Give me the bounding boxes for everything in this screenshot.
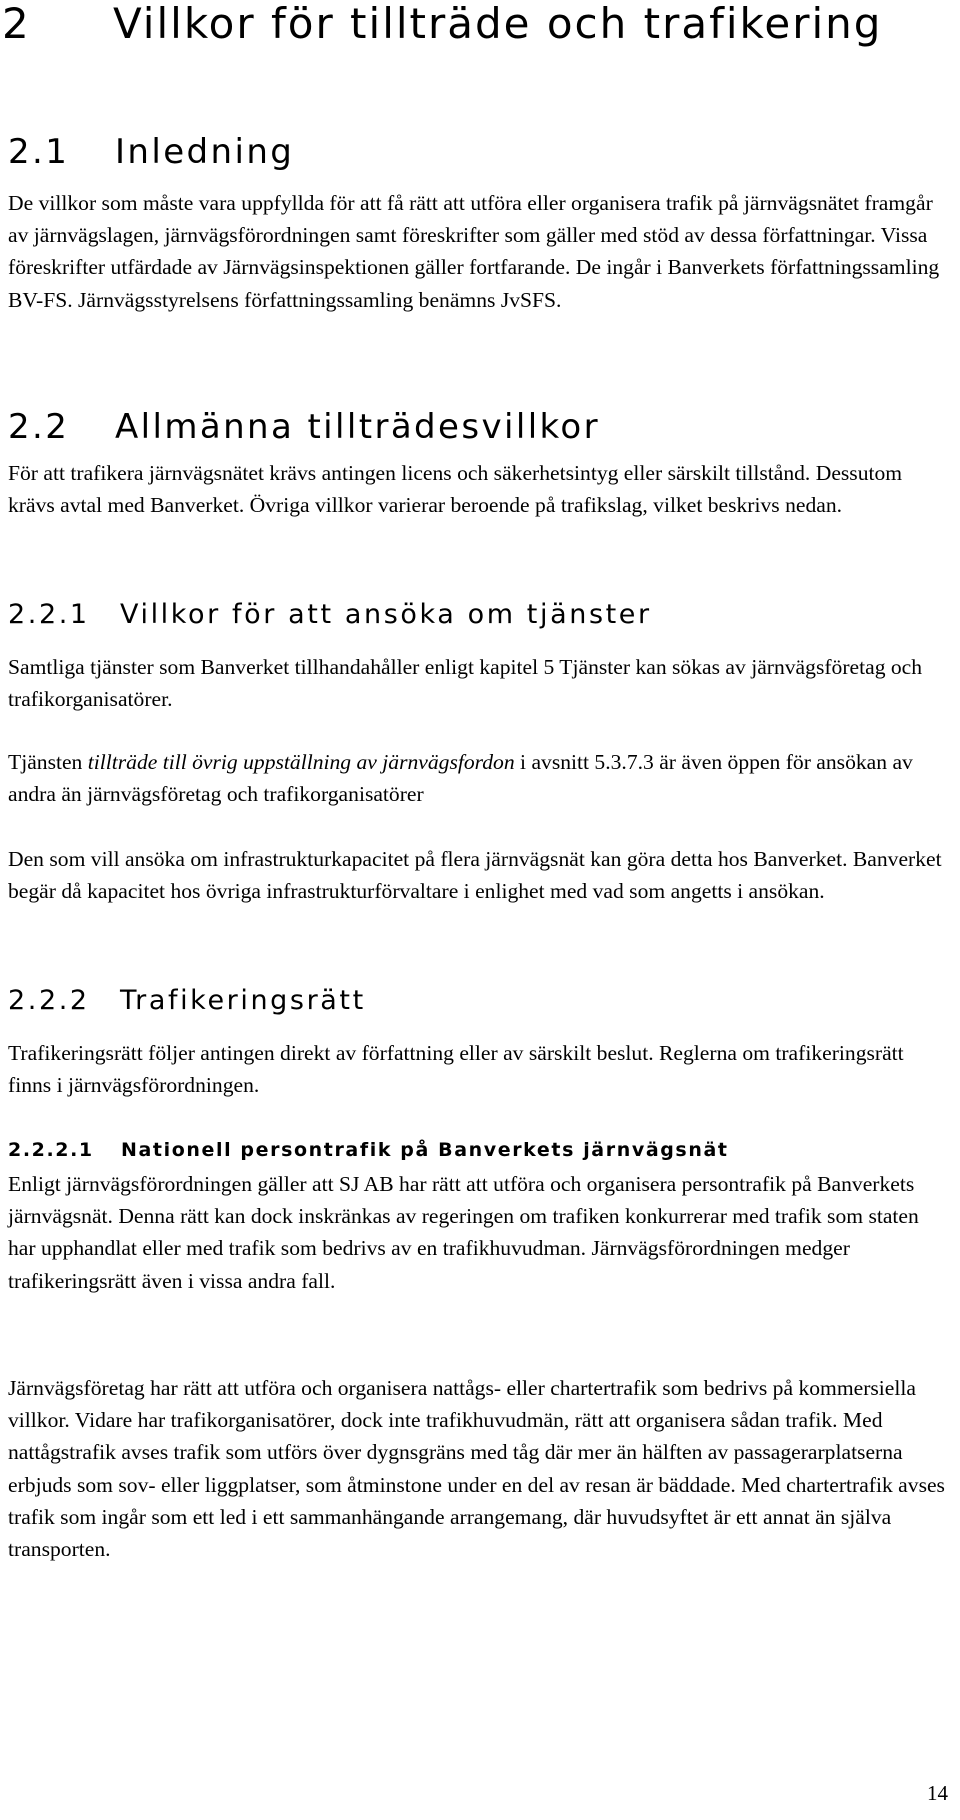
page-number: 14 xyxy=(927,1781,948,1805)
section-heading-2-2-1 xyxy=(8,598,652,632)
section-title: Allmänna tillträdesvillkor xyxy=(115,407,600,447)
paragraph-trafikeringsratt: Trafikeringsrätt följer antingen direkt av författning eller av särskilt beslut. Reglerna om trafikeringsrätt finns i järnvägsförordningen. xyxy=(8,1041,904,1098)
section-heading-2-1 xyxy=(8,132,294,172)
section-title: Trafikeringsrätt xyxy=(120,985,366,1016)
chapter-title: Villkor för tillträde och trafikering xyxy=(113,0,883,48)
section-number: 2.2 xyxy=(8,407,70,447)
paragraph-persontrafik-1: Enligt järnvägsförordningen gäller att SJ AB har rätt att utföra och organisera persontrafik på Banverkets järnvägsnät. Denna rätt kan dock inskränkas av regeringen om trafiken konkurrerar med trafik som staten har upphandlat eller med trafik som bedrivs av en trafikhuvudman. Järnvägsförordningen medger trafikeringsrätt även i vissa andra fall. xyxy=(8,1172,919,1293)
section-title: Inledning xyxy=(115,132,295,172)
paragraph-tjanster-2 xyxy=(8,746,948,810)
section-number: 2.2.1 xyxy=(8,599,90,630)
paragraph-allmanna: För att trafikera järnvägsnätet krävs antingen licens och säkerhetsintyg eller särskilt tillstånd. Dessutom krävs avtal med Banverket. Övriga villkor varierar beroende på trafikslag, vilket beskrivs nedan. xyxy=(8,461,903,518)
paragraph-text: i avsnitt 5.3.7.3 är även öppen för ansökan av andra än järnvägsföretag och trafikorganisatörer xyxy=(8,750,913,807)
paragraph-inledning: De villkor som måste vara uppfyllda för att få rätt att utföra eller organisera trafik på järnvägsnätet framgår av järnvägslagen, järnvägsförordningen samt föreskrifter som gäller med stöd av dessa författningar. Vissa föreskrifter utfärdade av Järnvägsinspektionen gäller fortfarande. De ingår i Banverkets författningssamling BV-FS. Järnvägsstyrelsens författningssamling benämns JvSFS. xyxy=(8,191,940,312)
section-number: 2.2.2 xyxy=(8,985,90,1016)
section-heading-2-2-2-1 xyxy=(8,1137,729,1163)
section-title: Nationell persontrafik på Banverkets järnvägsnät xyxy=(121,1139,729,1161)
section-number: 2.2.2.1 xyxy=(8,1139,94,1161)
section-heading-2-2 xyxy=(8,407,600,447)
paragraph-persontrafik-2: Järnvägsföretag har rätt att utföra och organisera nattågs- eller chartertrafik som bedrivs på kommersiella villkor. Vidare har trafikorganisatörer, dock inte trafikhuvudmän, rätt att organisera sådan trafik. Med nattågstrafik avses trafik som utförs över dygnsgräns med tåg där mer än hälften av passagerarplatserna erbjuds som sov- eller liggplatser, som åtminstone under en del av resan är bäddade. Med chartertrafik avses trafik som ingår som ett led i ett sammanhängande arrangemang, där huvudsyftet är ett annat än själva transporten. xyxy=(8,1376,945,1562)
paragraph-tjanster-1: Samtliga tjänster som Banverket tillhandahåller enligt kapitel 5 Tjänster kan sökas av järnvägsföretag och trafikorganisatörer. xyxy=(8,655,923,712)
chapter-number: 2 xyxy=(2,0,31,48)
section-title: Villkor för att ansöka om tjänster xyxy=(120,599,652,630)
section-number: 2.1 xyxy=(8,132,70,172)
paragraph-text: Tjänsten xyxy=(8,750,88,774)
italic-service-name: tillträde till övrig uppställning av järnvägsfordon xyxy=(87,750,515,774)
section-heading-2-2-2 xyxy=(8,984,366,1018)
paragraph-tjanster-3: Den som vill ansöka om infrastrukturkapacitet på flera järnvägsnät kan göra detta hos Banverket. Banverket begär då kapacitet hos övriga infrastrukturförvaltare i enlighet med vad som angetts i ansökan. xyxy=(8,847,942,904)
